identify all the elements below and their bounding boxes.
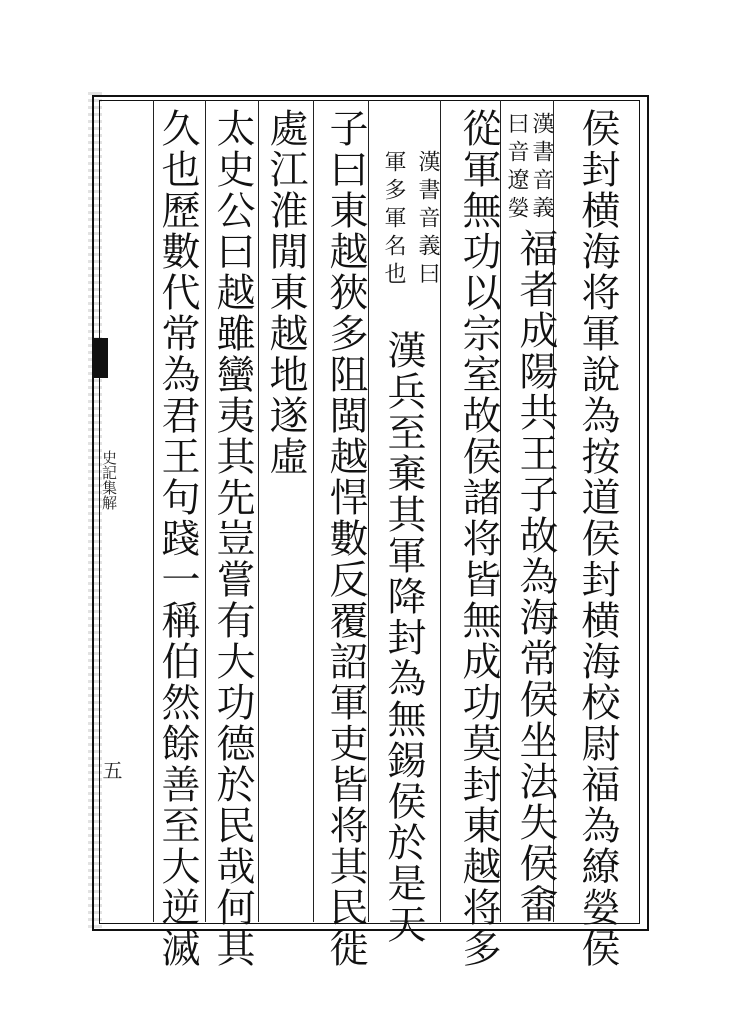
text-column-4: 漢兵至棄其軍降封為無錫侯於是天 <box>381 330 426 945</box>
text-column-3: 從軍無功以宗室故侯諸将皆無成功莫封東越将多 <box>456 108 501 969</box>
column-rule <box>368 100 369 922</box>
text-column-5: 子曰東越狹多阻閩越悍數反覆詔軍吏皆将其民徙 <box>323 108 368 969</box>
column-rule <box>205 100 206 922</box>
note-column-1a: 漢書音義 <box>529 112 554 224</box>
text-column-1: 侯封横海将軍說為按道侯封横海校尉福為繚嫈侯 <box>575 108 620 969</box>
column-rule <box>440 100 441 922</box>
note-column-1b: 曰音遼嫈 <box>504 112 529 224</box>
column-rule <box>258 100 259 922</box>
book-title: 史記集解 <box>100 450 118 510</box>
column-rule <box>313 100 314 922</box>
note-column-2b: 軍多軍名也 <box>381 150 406 290</box>
text-column-8: 久也歷數代常為君王句踐一稱伯然餘善至大逆滅 <box>155 108 200 969</box>
note-column-2a: 漢書音義曰 <box>415 150 440 290</box>
text-column-6: 處江淮閒東越地遂虛 <box>263 108 308 477</box>
text-column-7: 太史公曰越雖蠻夷其先豈嘗有大功德於民哉何其 <box>210 108 255 969</box>
page-number: 五 <box>99 760 123 780</box>
text-column-2: 福者成陽共王子故為海常侯坐法失侯畬 <box>513 228 558 925</box>
fishtail-mark <box>92 338 108 378</box>
